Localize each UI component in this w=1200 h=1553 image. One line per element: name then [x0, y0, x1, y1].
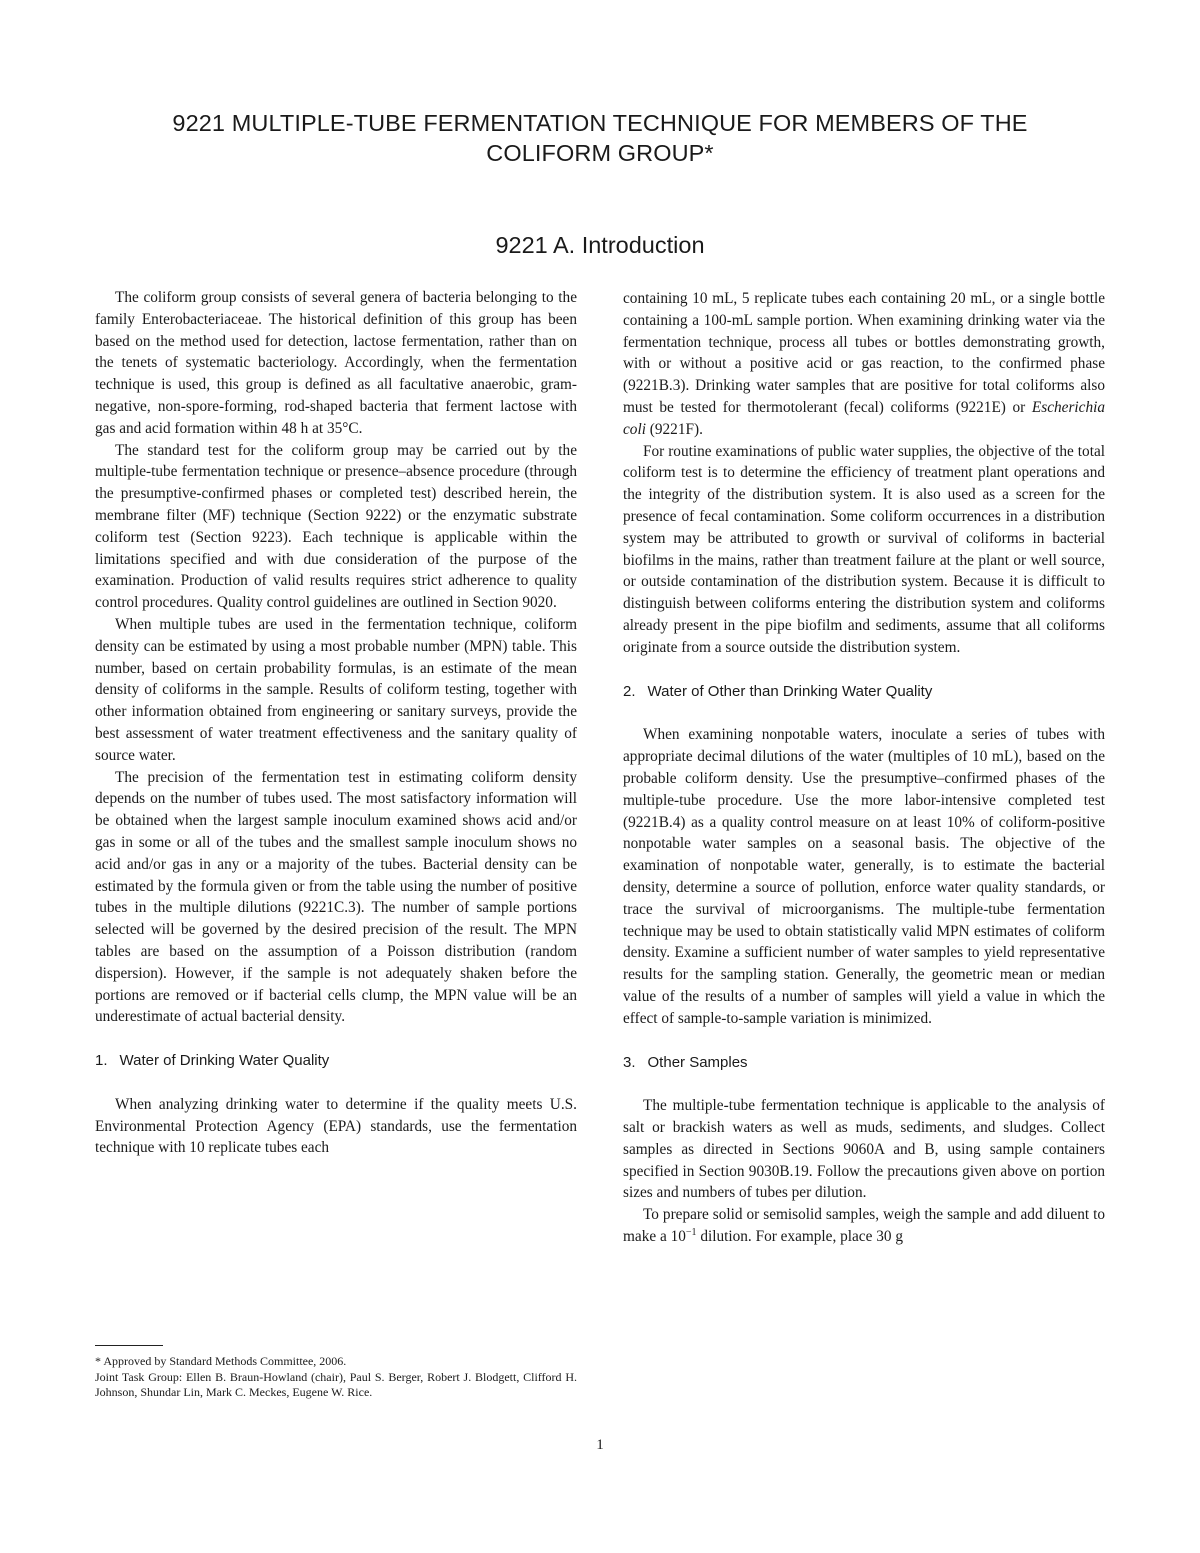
subsection-number: 3. — [623, 1053, 636, 1071]
paragraph: When examining nonpotable waters, inoculate a series of tubes with appropriate decimal dilutions of the water (multiples of 10 mL), based on the probable coliform density. Use the presumptive–confirmed phases of the multiple-tube procedure. Use the more labor-intensive completed test (9221B.4) as a quality control measure on at least 10% of coliform-positive nonpotable water samples on a seasonal basis. The objective of the examination of nonpotable water, generally, is to estimate the bacterial density, determine a source of pollution, enforce water quality standards, or trace the survival of microorganisms. The multiple-tube fermentation technique may be used to obtain statistically valid MPN estimates of coliform density. Examine a sufficient number of water samples to yield representative results for the sampling station. Generally, the geometric mean or median value of the results of a number of samples will yield a value in which the effect of sample-to-sample variation is minimized. — [623, 726, 1105, 1027]
paragraph-text: (9221F). — [649, 420, 703, 438]
right-column — [623, 288, 1105, 1248]
subsection-title: Water of Drinking Water Quality — [119, 1052, 330, 1070]
subsection-heading-2 — [623, 681, 1105, 703]
paragraph: The multiple-tube fermentation technique is applicable to the analysis of salt or brackish waters as well as muds, sediments, and sludges. Collect samples as directed in Sections 9060A and B, using sample containers specified in Section 9030B.19. Follow the precautions given above on portion sizes and numbers of tubes per dilution. — [623, 1097, 1105, 1202]
superscript: −1 — [685, 1226, 697, 1238]
footnotes — [95, 1354, 577, 1401]
footnote-approval: * Approved by Standard Methods Committee, 2006. — [95, 1354, 347, 1368]
paragraph: When analyzing drinking water to determine if the quality meets U.S. Environmental Protection Agency (EPA) standards, use the fermentation technique with 10 replicate tubes each — [95, 1095, 577, 1157]
paragraph-text: containing 10 mL, 5 replicate tubes each containing 20 mL, or a single bottle containing a 100-mL sample portion. When examining drinking water via the fermentation technique, process all tubes or bottles demonstrating growth, with or without a positive acid or gas reaction, to the confirmed phase (9221B.3). Drinking water samples that are positive for total coliforms also must be tested for thermotolerant (fecal) coliforms (9221E) or — [623, 290, 1105, 416]
paragraph: The coliform group consists of several genera of bacteria belonging to the family Enterobacteriaceae. The historical definition of this group has been based on the method used for detection, lactose fermentation, rather than on the tenets of systematic bacteriology. Accordingly, when the fermentation technique is used, this group is defined as all facultative anaerobic, gram-negative, non-spore-forming, rod-shaped bacteria that ferment lactose with gas and acid formation within 48 h at 35°C. — [95, 289, 577, 437]
paragraph — [623, 288, 1105, 441]
subsection-number: 2. — [623, 682, 636, 700]
title-line-2: COLIFORM GROUP* — [486, 140, 714, 166]
paragraph — [623, 1204, 1105, 1248]
left-column — [95, 287, 577, 1159]
paragraph: When multiple tubes are used in the fermentation technique, coliform density can be estimated by using a most probable number (MPN) table. This number, based on certain probability formulas, is an estimate of the mean density of coliforms in the sample. Results of coliform testing, together with other information obtained from engineering or sanitary surveys, provide the best assessment of water treatment effectiveness and the sanitary quality of source water. — [95, 615, 577, 764]
paragraph: The precision of the fermentation test in estimating coliform density depends on the number of tubes used. The most satisfactory information will be obtained when the largest sample inoculum examined shows acid and/or gas in some or all of the tubes and the smallest sample inoculum shows no acid and/or gas in any or a majority of the tubes. Bacterial density can be estimated by the formula given or from the table using the number of positive tubes in the multiple dilutions (9221C.3). The number of sample portions selected will be governed by the desired precision of the result. The MPN tables are based on the assumption of a Poisson distribution (random dispersion). However, if the sample is not adequately shaken before the portions are removed or if bacterial cells clump, the MPN value will be an underestimate of actual bacterial density. — [95, 768, 577, 1026]
document-title — [0, 108, 1200, 168]
footnote-divider — [95, 1345, 163, 1346]
page-number: 1 — [596, 1437, 604, 1453]
paragraph-text: To prepare solid or semisolid samples, weigh the sample and add diluent to make a 10 — [623, 1206, 1105, 1246]
paragraph: For routine examinations of public water supplies, the objective of the total coliform test is to determine the efficiency of treatment plant operations and the integrity of the distribution system. It is also used as a screen for the presence of fecal contamination. Some coliform occurrences in a distribution system may be attributed to growth or survival of coliforms in bacterial biofilms in the mains, rather than treatment failure at the plant or well source, or outside contamination of the distribution system. Because it is difficult to distinguish between coliforms entering the distribution system and coliforms already present in the pipe biofilm and sediments, assume that all coliforms originate from a source outside the distribution system. — [623, 442, 1105, 656]
subsection-heading-1 — [95, 1050, 577, 1072]
title-line-1: 9221 MULTIPLE-TUBE FERMENTATION TECHNIQUE FOR MEMBERS OF THE — [172, 110, 1028, 136]
subsection-number: 1. — [95, 1052, 108, 1070]
footnote-task-group: Joint Task Group: Ellen B. Braun-Howland (chair), Paul S. Berger, Robert J. Blodgett, Clifford H. Johnson, Shundar Lin, Mark C. Meckes, Eugene W. Rice. — [95, 1369, 577, 1399]
subsection-title: Other Samples — [647, 1053, 748, 1071]
section-heading: 9221 A. Introduction — [495, 232, 705, 258]
paragraph-text: dilution. For example, place 30 g — [700, 1228, 903, 1246]
paragraph: The standard test for the coliform group may be carried out by the multiple-tube fermentation technique or presence–absence procedure (through the presumptive-confirmed phases or completed test) described herein, the membrane filter (MF) technique (Section 9222) or the enzymatic substrate coliform test (Section 9223). Each technique is applicable within the limitations specified and with due consideration of the purpose of the examination. Production of valid results requires strict adherence to quality control procedures. Quality control guidelines are outlined in Section 9020. — [95, 441, 577, 612]
subsection-heading-3 — [623, 1052, 1105, 1074]
subsection-title: Water of Other than Drinking Water Quality — [647, 682, 933, 700]
italic-term: Escherichia coli — [623, 398, 1105, 438]
